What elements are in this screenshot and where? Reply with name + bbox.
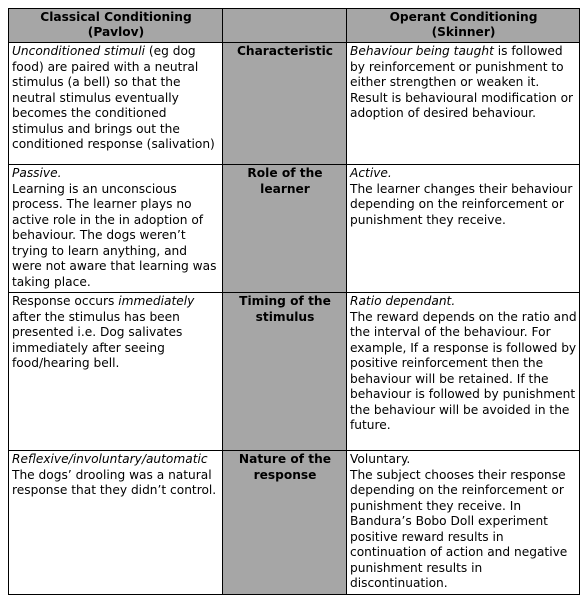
- characteristic-label: Role of the learner: [223, 165, 347, 293]
- header-operant-subtitle: (Skinner): [431, 25, 496, 39]
- operant-emphasis: Active.: [350, 166, 392, 180]
- table-row: [9, 43, 580, 165]
- classical-cell: [9, 451, 223, 595]
- header-row: [9, 9, 580, 43]
- classical-text: after the stimulus has been presented i.e. Dog salivates immediately after seeing food/hearing bell.: [12, 309, 183, 370]
- classical-cell: [9, 293, 223, 451]
- table-row: [9, 451, 580, 595]
- classical-cell: [9, 43, 223, 165]
- classical-emphasis: Reflexive/involuntary/automatic: [12, 452, 208, 466]
- classical-prefix: Response occurs: [12, 294, 119, 308]
- table-row: [9, 165, 580, 293]
- operant-text: The reward depends on the ratio and the interval of the behaviour. For example, If a response is followed by positive reinforcement then the behaviour will be retained. If the behaviour is followed by punishment the behaviour will be avoided in the future.: [350, 309, 577, 432]
- characteristic-label: Nature of the response: [223, 451, 347, 595]
- classical-text: (eg dog food) are paired with a neutral stimulus (a bell) so that the neutral stimulus eventually becomes the conditioned stimulus and brings out the conditioned response (salivation): [12, 44, 215, 151]
- classical-emphasis: Passive.: [12, 166, 62, 180]
- characteristic-label: Timing of the stimulus: [223, 293, 347, 451]
- operant-cell: [347, 451, 580, 595]
- operant-plain: Voluntary.: [350, 452, 411, 466]
- operant-text: is followed by reinforcement or punishment to either strengthen or weaken it. Result is behavioural modification or adoption of desired behaviour.: [350, 44, 574, 120]
- comparison-table: [8, 8, 580, 595]
- classical-emphasis: Unconditioned stimuli: [12, 44, 145, 58]
- operant-cell: [347, 43, 580, 165]
- operant-text: The subject chooses their response depending on the reinforcement or punishment they receive. In Bandura’s Bobo Doll experiment positive reward results in continuation of action and negative punishment results in discontinuation.: [350, 467, 568, 590]
- comparison-table-wrapper: [8, 8, 579, 595]
- classical-text: Learning is an unconscious process. The learner plays no active role in the in adoption of behaviour. The dogs weren’t trying to learn anything, and were not aware that learning was taking place.: [12, 181, 217, 289]
- header-classical-subtitle: (Pavlov): [87, 25, 145, 39]
- operant-cell: [347, 165, 580, 293]
- classical-emphasis: immediately: [118, 294, 195, 308]
- operant-cell: [347, 293, 580, 451]
- characteristic-label: Characteristic: [223, 43, 347, 165]
- classical-cell: [9, 165, 223, 293]
- classical-text: The dogs’ drooling was a natural response that they didn’t control.: [12, 467, 217, 497]
- header-middle-blank: [223, 9, 347, 43]
- table-row: [9, 293, 580, 451]
- header-operant: [347, 9, 580, 43]
- operant-emphasis: Ratio dependant.: [350, 294, 456, 308]
- operant-emphasis: Behaviour being taught: [350, 44, 494, 58]
- operant-text: The learner changes their behaviour depending on the reinforcement or punishment they receive.: [350, 181, 573, 227]
- header-operant-title: Operant Conditioning: [389, 10, 538, 24]
- header-classical-title: Classical Conditioning: [40, 10, 192, 24]
- header-classical: [9, 9, 223, 43]
